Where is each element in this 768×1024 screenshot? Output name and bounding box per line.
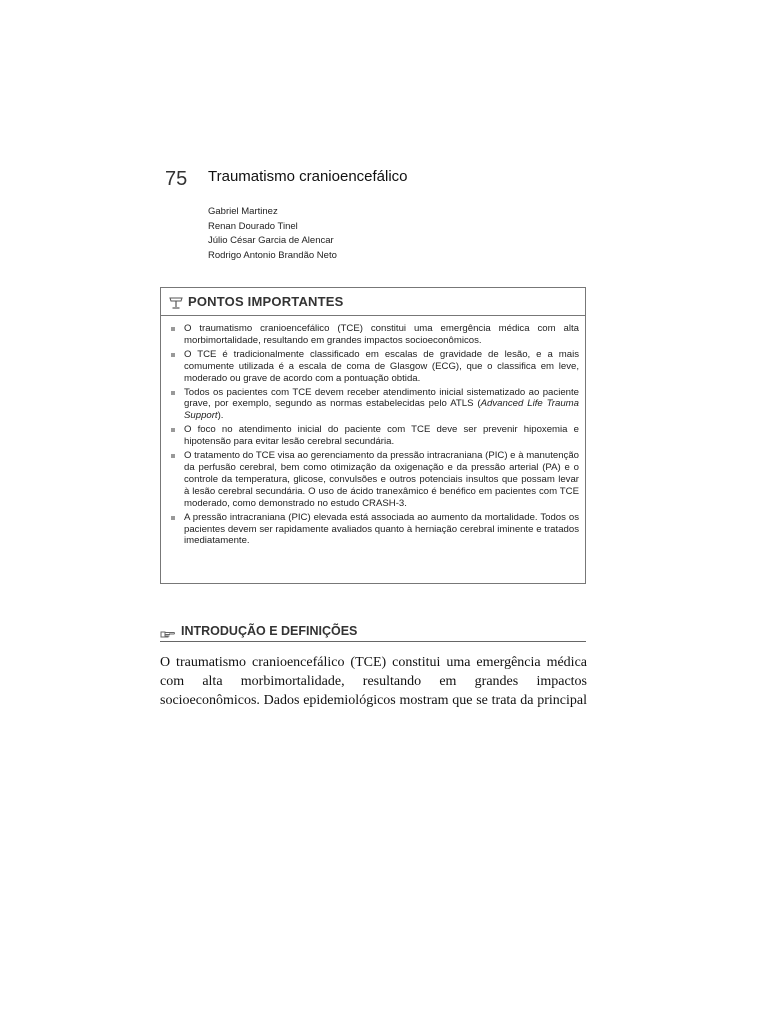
- key-point-text: A pressão intracraniana (PIC) elevada está associada ao aumento da mortalidade. Todos os pacientes devem ser rapidamente avaliados quanto à herniação cerebral iminente e tratados imediatamente.: [184, 511, 579, 547]
- key-point-text: O traumatismo cranioencefálico (TCE) constitui uma emergência médica com alta morbimortalidade, resultando em grandes impactos socioeconômicos.: [184, 323, 579, 346]
- pointing-hand-icon: [160, 626, 176, 636]
- author-name: Júlio César Garcia de Alencar: [208, 235, 334, 246]
- key-point-item: [167, 450, 579, 510]
- key-points-box: [160, 287, 586, 584]
- square-bullet-icon: [171, 454, 175, 458]
- chapter-number: 75: [165, 168, 188, 190]
- author-name: Renan Dourado Tinel: [208, 220, 298, 232]
- chapter-title: Traumatismo cranioencefálico: [208, 168, 408, 185]
- key-point-text: ).: [217, 410, 224, 422]
- square-bullet-icon: [171, 391, 175, 395]
- key-point-text: O tratamento do TCE visa ao gerenciamento da pressão intracraniana (PIC) e à manutenção da perfusão cerebral, bem como otimização da oxigenação e da pressão arterial (PA) e o controle da temperatura, glicose, convulsões e outros potenciais insultos que possam levar à lesão cerebral secundária. O uso de ácido tranexâmico é benéfico em pacientes com TCE moderado, como demonstrado no estudo CRASH-3.: [184, 450, 579, 509]
- key-points-header: [161, 288, 585, 316]
- key-point-item: [167, 512, 579, 548]
- key-point-item: [167, 387, 579, 423]
- square-bullet-icon: [171, 327, 175, 331]
- key-point-text: O TCE é tradicionalmente classificado em escalas de gravidade de lesão, e a mais comumente utilizada é a escala de coma de Glasgow (ECG), que o classifica em leve, moderado ou grave de acordo com a pontuação obtida.: [184, 348, 579, 384]
- key-point-italic: Advanced Life Trauma Support: [184, 398, 579, 422]
- square-bullet-icon: [171, 353, 175, 357]
- key-point-item: [167, 349, 579, 385]
- key-point-item: [167, 424, 579, 448]
- square-bullet-icon: [171, 428, 175, 432]
- key-points-title: PONTOS IMPORTANTES: [188, 294, 344, 309]
- section-heading: [160, 624, 586, 642]
- author-list: [208, 205, 337, 263]
- key-point-text: O foco no atendimento inicial do paciente com TCE deve ser prevenir hipoxemia e hipotensão para evitar lesão cerebral secundária.: [184, 424, 579, 448]
- body-paragraph: O traumatismo cranioencefálico (TCE) constitui uma emergência médica com alta morbimortalidade, resultando em grandes impactos socioeconômicos. Dados epidemiológicos mostram que se trata da principal: [160, 655, 587, 708]
- key-point-text: Todos os pacientes com TCE devem receber atendimento inicial sistematizado ao paciente grave, por exemplo, segundo as normas estabelecidas pelo ATLS (: [184, 386, 579, 410]
- key-point-item: [167, 323, 579, 347]
- square-bullet-icon: [171, 516, 175, 520]
- author-name: Rodrigo Antonio Brandão Neto: [208, 249, 337, 261]
- author-name: Gabriel Martinez: [208, 206, 278, 217]
- lectern-icon: [169, 296, 183, 308]
- key-points-list: [161, 316, 585, 547]
- section-title: INTRODUÇÃO E DEFINIÇÕES: [181, 624, 358, 638]
